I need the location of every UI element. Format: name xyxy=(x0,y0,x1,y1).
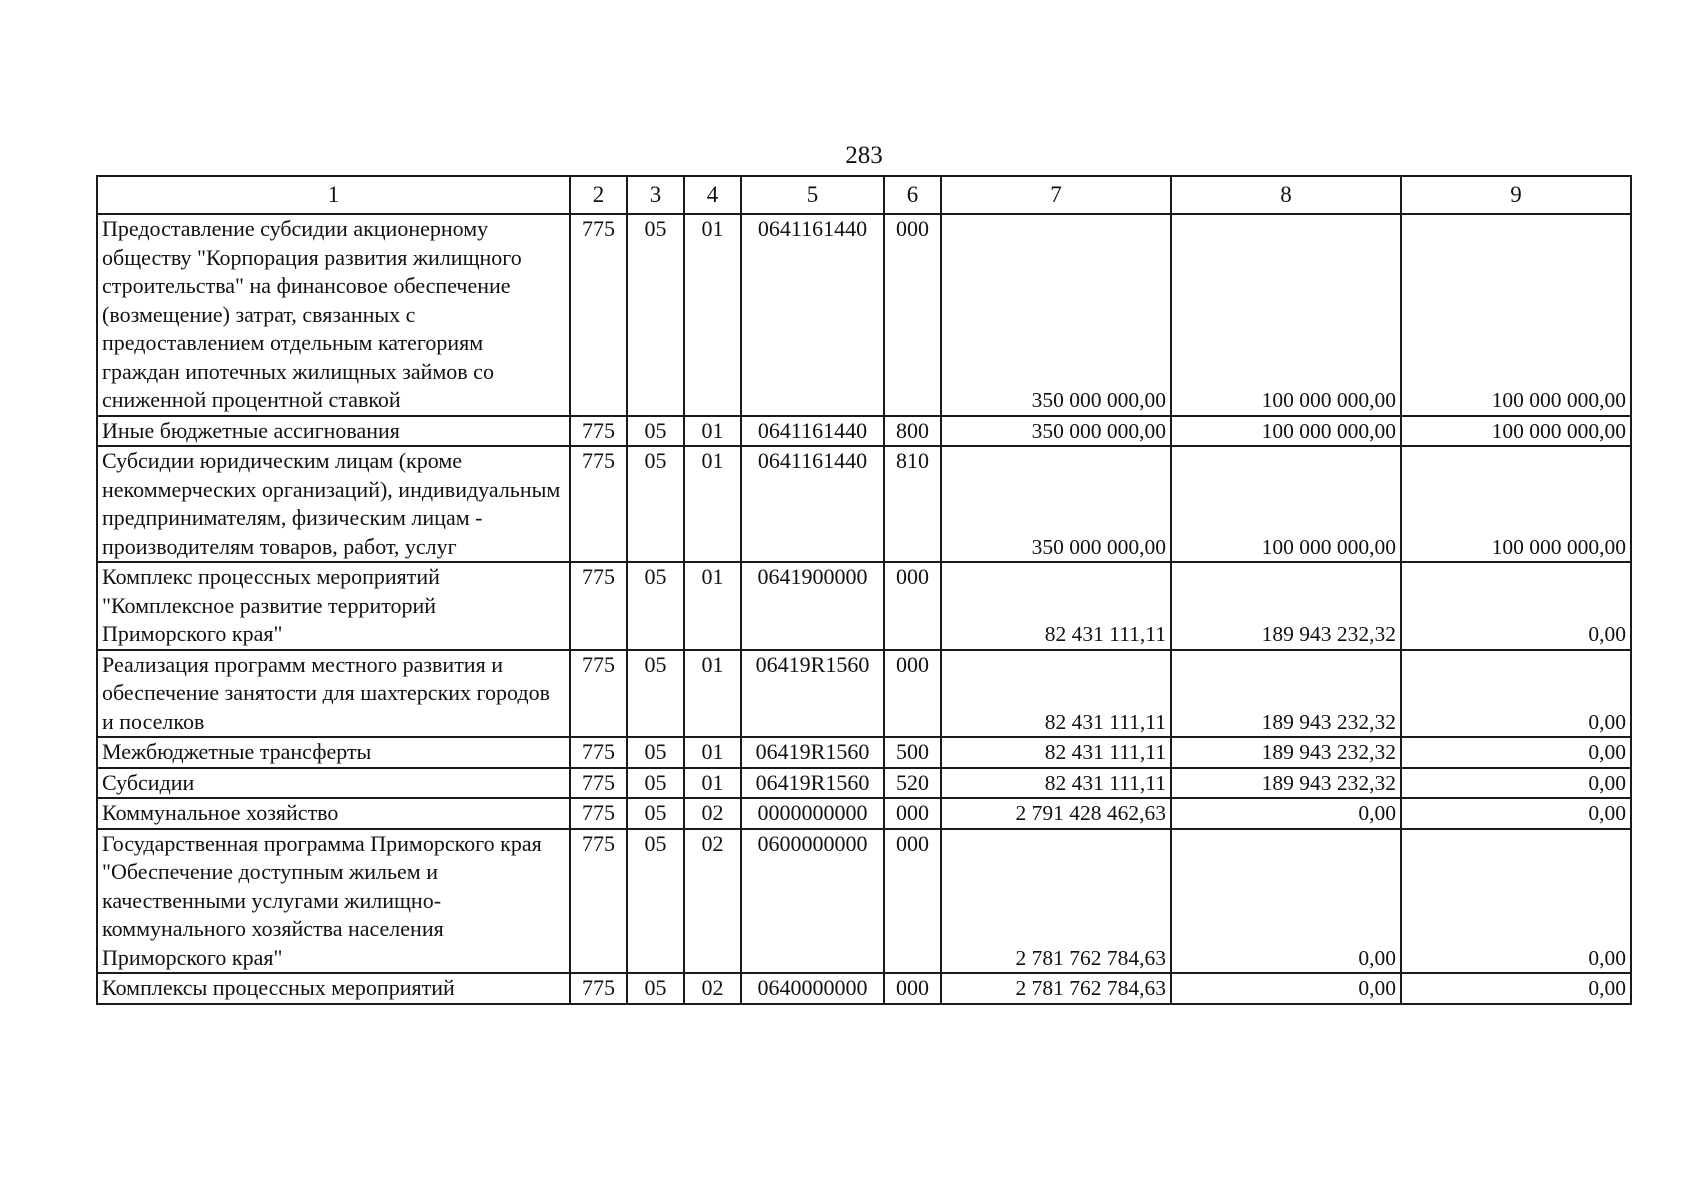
row-name: Государственная программа Приморского края "Обеспечение доступным жильем и качественными услугами жилищно-коммунального хозяйства населения Приморского края" xyxy=(97,829,570,974)
table-row xyxy=(97,416,1631,447)
row-code: 05 xyxy=(627,798,684,829)
row-amount: 2 791 428 462,63 xyxy=(941,798,1171,829)
row-code: 01 xyxy=(684,768,741,799)
row-name: Предоставление субсидии акционерному обществу "Корпорация развития жилищного строительства" на финансовое обеспечение (возмещение) затрат, связанных с предоставлением отдельным категориям граждан ипотечных жилищных займов со сниженной процентной ставкой xyxy=(97,214,570,416)
row-amount: 2 781 762 784,63 xyxy=(941,829,1171,974)
row-name: Межбюджетные трансферты xyxy=(97,737,570,768)
row-code: 05 xyxy=(627,973,684,1004)
row-code: 05 xyxy=(627,416,684,447)
row-amount: 100 000 000,00 xyxy=(1171,214,1401,416)
row-code: 01 xyxy=(684,446,741,562)
row-amount: 0,00 xyxy=(1401,650,1631,738)
row-amount: 0,00 xyxy=(1401,562,1631,650)
row-code: 000 xyxy=(884,829,941,974)
row-amount: 0,00 xyxy=(1401,829,1631,974)
row-code: 775 xyxy=(570,214,627,416)
row-code: 775 xyxy=(570,650,627,738)
table-row xyxy=(97,737,1631,768)
row-amount: 189 943 232,32 xyxy=(1171,562,1401,650)
row-code: 06419R1560 xyxy=(741,768,884,799)
row-code: 05 xyxy=(627,650,684,738)
row-amount: 0,00 xyxy=(1171,798,1401,829)
row-amount: 82 431 111,11 xyxy=(941,650,1171,738)
row-code: 000 xyxy=(884,650,941,738)
row-amount: 350 000 000,00 xyxy=(941,214,1171,416)
row-amount: 2 781 762 784,63 xyxy=(941,973,1171,1004)
row-amount: 0,00 xyxy=(1401,768,1631,799)
row-code: 01 xyxy=(684,562,741,650)
row-code: 800 xyxy=(884,416,941,447)
header-cell: 1 xyxy=(97,176,570,214)
row-code: 01 xyxy=(684,416,741,447)
header-cell: 8 xyxy=(1171,176,1401,214)
row-amount: 100 000 000,00 xyxy=(1401,214,1631,416)
row-name: Комплекс процессных мероприятий "Комплексное развитие территорий Приморского края" xyxy=(97,562,570,650)
row-code: 0641161440 xyxy=(741,416,884,447)
table-header-row xyxy=(97,176,1631,214)
row-code: 0641161440 xyxy=(741,446,884,562)
row-amount: 189 943 232,32 xyxy=(1171,768,1401,799)
header-cell: 3 xyxy=(627,176,684,214)
row-amount: 100 000 000,00 xyxy=(1171,416,1401,447)
row-code: 0640000000 xyxy=(741,973,884,1004)
row-amount: 100 000 000,00 xyxy=(1401,416,1631,447)
row-name: Реализация программ местного развития и обеспечение занятости для шахтерских городов и поселков xyxy=(97,650,570,738)
row-name: Коммунальное хозяйство xyxy=(97,798,570,829)
header-cell: 4 xyxy=(684,176,741,214)
table-row xyxy=(97,562,1631,650)
header-cell: 9 xyxy=(1401,176,1631,214)
row-amount: 189 943 232,32 xyxy=(1171,737,1401,768)
row-code: 0641900000 xyxy=(741,562,884,650)
row-code: 000 xyxy=(884,973,941,1004)
table-row xyxy=(97,973,1631,1004)
row-name: Субсидии xyxy=(97,768,570,799)
row-code: 775 xyxy=(570,829,627,974)
row-code: 05 xyxy=(627,214,684,416)
row-amount: 0,00 xyxy=(1171,973,1401,1004)
row-code: 01 xyxy=(684,214,741,416)
row-amount: 82 431 111,11 xyxy=(941,737,1171,768)
row-name: Иные бюджетные ассигнования xyxy=(97,416,570,447)
row-code: 02 xyxy=(684,829,741,974)
table-row xyxy=(97,446,1631,562)
row-code: 05 xyxy=(627,737,684,768)
row-code: 05 xyxy=(627,446,684,562)
row-amount: 0,00 xyxy=(1171,829,1401,974)
row-amount: 100 000 000,00 xyxy=(1401,446,1631,562)
row-code: 0641161440 xyxy=(741,214,884,416)
row-code: 06419R1560 xyxy=(741,650,884,738)
row-code: 05 xyxy=(627,562,684,650)
row-code: 775 xyxy=(570,973,627,1004)
row-code: 05 xyxy=(627,768,684,799)
row-code: 775 xyxy=(570,562,627,650)
row-code: 01 xyxy=(684,650,741,738)
row-amount: 350 000 000,00 xyxy=(941,416,1171,447)
row-code: 000 xyxy=(884,562,941,650)
table-row xyxy=(97,214,1631,416)
row-amount: 100 000 000,00 xyxy=(1171,446,1401,562)
row-code: 500 xyxy=(884,737,941,768)
row-amount: 82 431 111,11 xyxy=(941,768,1171,799)
row-amount: 350 000 000,00 xyxy=(941,446,1171,562)
table-row xyxy=(97,650,1631,738)
row-code: 000 xyxy=(884,214,941,416)
row-code: 775 xyxy=(570,737,627,768)
row-code: 520 xyxy=(884,768,941,799)
row-amount: 82 431 111,11 xyxy=(941,562,1171,650)
page-number: 283 xyxy=(845,142,883,169)
header-cell: 7 xyxy=(941,176,1171,214)
row-name: Субсидии юридическим лицам (кроме некоммерческих организаций), индивидуальным предпринимателям, физическим лицам - производителям товаров, работ, услуг xyxy=(97,446,570,562)
row-code: 01 xyxy=(684,737,741,768)
row-code: 02 xyxy=(684,973,741,1004)
row-code: 775 xyxy=(570,798,627,829)
row-code: 0600000000 xyxy=(741,829,884,974)
header-cell: 6 xyxy=(884,176,941,214)
row-code: 0000000000 xyxy=(741,798,884,829)
row-code: 775 xyxy=(570,446,627,562)
row-name: Комплексы процессных мероприятий xyxy=(97,973,570,1004)
table-row xyxy=(97,798,1631,829)
budget-table xyxy=(96,175,1632,1005)
row-code: 000 xyxy=(884,798,941,829)
table-row xyxy=(97,829,1631,974)
header-cell: 5 xyxy=(741,176,884,214)
table-row xyxy=(97,768,1631,799)
row-code: 05 xyxy=(627,829,684,974)
row-code: 06419R1560 xyxy=(741,737,884,768)
row-amount: 0,00 xyxy=(1401,973,1631,1004)
row-amount: 0,00 xyxy=(1401,798,1631,829)
row-code: 775 xyxy=(570,416,627,447)
row-amount: 0,00 xyxy=(1401,737,1631,768)
row-code: 775 xyxy=(570,768,627,799)
row-code: 810 xyxy=(884,446,941,562)
header-cell: 2 xyxy=(570,176,627,214)
row-amount: 189 943 232,32 xyxy=(1171,650,1401,738)
row-code: 02 xyxy=(684,798,741,829)
